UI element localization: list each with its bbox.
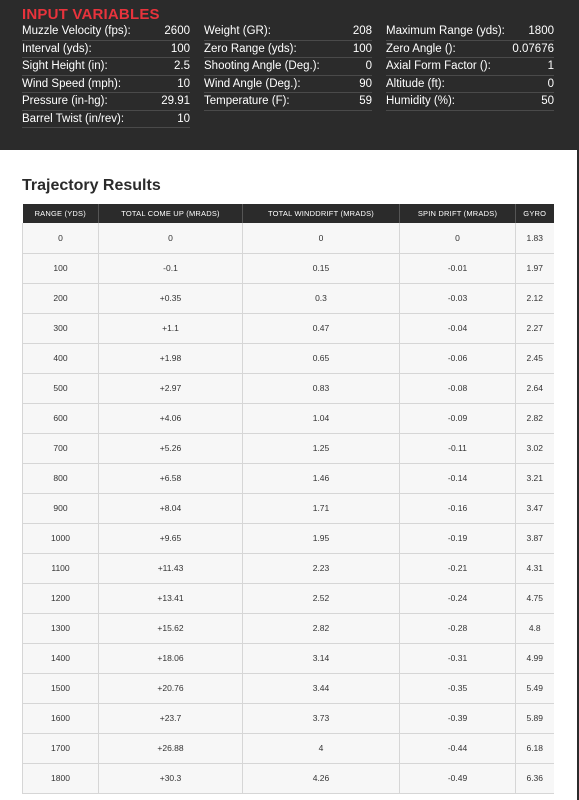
cell-range: 1300 xyxy=(23,613,99,643)
header-spin-drift: SPIN DRIFT (MRADS) xyxy=(400,204,516,223)
cell-total-come-up: -0.1 xyxy=(99,253,243,283)
table-row xyxy=(23,403,554,433)
input-row xyxy=(22,111,190,129)
table-row xyxy=(23,253,554,283)
cell-total-come-up: +18.06 xyxy=(99,643,243,673)
table-row xyxy=(23,673,554,703)
cell-spin-drift: -0.19 xyxy=(400,523,516,553)
input-label: Pressure (in-hg): xyxy=(22,95,108,108)
input-label: Humidity (%): xyxy=(386,95,456,108)
cell-gyro: 5.89 xyxy=(516,703,554,733)
input-row xyxy=(386,41,554,59)
cell-spin-drift: -0.11 xyxy=(400,433,516,463)
input-label: Axial Form Factor (): xyxy=(386,60,491,73)
cell-total-come-up: +20.76 xyxy=(99,673,243,703)
cell-gyro: 6.36 xyxy=(516,763,554,793)
cell-spin-drift: -0.04 xyxy=(400,313,516,343)
cell-gyro: 2.45 xyxy=(516,343,554,373)
input-variables-title: INPUT VARIABLES xyxy=(22,6,160,23)
cell-range: 1200 xyxy=(23,583,99,613)
cell-total-winddrift: 0 xyxy=(243,223,400,253)
cell-total-winddrift: 0.65 xyxy=(243,343,400,373)
cell-total-winddrift: 0.3 xyxy=(243,283,400,313)
table-row xyxy=(23,703,554,733)
cell-spin-drift: -0.44 xyxy=(400,733,516,763)
cell-gyro: 3.21 xyxy=(516,463,554,493)
cell-spin-drift: -0.01 xyxy=(400,253,516,283)
input-value: 0.07676 xyxy=(512,42,554,55)
cell-total-winddrift: 3.44 xyxy=(243,673,400,703)
input-value: 100 xyxy=(352,42,372,55)
cell-spin-drift: -0.21 xyxy=(400,553,516,583)
table-row xyxy=(23,493,554,523)
cell-total-come-up: +1.1 xyxy=(99,313,243,343)
table-row xyxy=(23,643,554,673)
table-body xyxy=(23,223,554,793)
cell-spin-drift: -0.39 xyxy=(400,703,516,733)
cell-gyro: 3.47 xyxy=(516,493,554,523)
input-value: 90 xyxy=(359,77,372,90)
cell-gyro: 5.49 xyxy=(516,673,554,703)
cell-total-winddrift: 1.04 xyxy=(243,403,400,433)
cell-total-come-up: +30.3 xyxy=(99,763,243,793)
input-label: Interval (yds): xyxy=(22,42,92,55)
cell-spin-drift: 0 xyxy=(400,223,516,253)
cell-spin-drift: -0.24 xyxy=(400,583,516,613)
cell-total-winddrift: 0.15 xyxy=(243,253,400,283)
cell-total-winddrift: 0.47 xyxy=(243,313,400,343)
input-value: 2.5 xyxy=(174,60,190,73)
cell-range: 1800 xyxy=(23,763,99,793)
input-variables-panel xyxy=(0,0,579,150)
table-header-row xyxy=(23,204,554,223)
cell-spin-drift: -0.03 xyxy=(400,283,516,313)
input-label: Sight Height (in): xyxy=(22,60,108,73)
cell-spin-drift: -0.31 xyxy=(400,643,516,673)
input-value: 1800 xyxy=(528,25,554,38)
cell-total-come-up: +0.35 xyxy=(99,283,243,313)
cell-total-winddrift: 1.71 xyxy=(243,493,400,523)
table-row xyxy=(23,733,554,763)
cell-total-winddrift: 1.95 xyxy=(243,523,400,553)
table-row xyxy=(23,283,554,313)
cell-total-come-up: +2.97 xyxy=(99,373,243,403)
cell-spin-drift: -0.14 xyxy=(400,463,516,493)
cell-gyro: 2.82 xyxy=(516,403,554,433)
input-label: Temperature (F): xyxy=(204,95,290,108)
input-row xyxy=(386,93,554,111)
cell-range: 700 xyxy=(23,433,99,463)
input-value: 0 xyxy=(547,77,554,90)
input-row xyxy=(204,58,372,76)
cell-spin-drift: -0.06 xyxy=(400,343,516,373)
cell-range: 200 xyxy=(23,283,99,313)
input-row xyxy=(204,76,372,94)
table-row xyxy=(23,373,554,403)
cell-gyro: 1.97 xyxy=(516,253,554,283)
input-row xyxy=(22,76,190,94)
cell-total-come-up: +11.43 xyxy=(99,553,243,583)
input-row xyxy=(386,76,554,94)
input-label: Shooting Angle (Deg.): xyxy=(204,60,320,73)
input-label: Wind Speed (mph): xyxy=(22,77,122,90)
input-value: 10 xyxy=(177,112,190,125)
cell-total-come-up: +23.7 xyxy=(99,703,243,733)
input-row xyxy=(22,23,190,41)
header-gyro: GYRO xyxy=(516,204,554,223)
cell-gyro: 4.99 xyxy=(516,643,554,673)
input-row xyxy=(22,58,190,76)
input-row xyxy=(204,41,372,59)
input-row xyxy=(204,93,372,111)
input-label: Zero Angle (): xyxy=(386,42,456,55)
table-row xyxy=(23,583,554,613)
cell-total-come-up: 0 xyxy=(99,223,243,253)
cell-total-come-up: +8.04 xyxy=(99,493,243,523)
input-row xyxy=(386,58,554,76)
input-label: Maximum Range (yds): xyxy=(386,25,505,38)
input-label: Barrel Twist (in/rev): xyxy=(22,112,125,125)
cell-total-come-up: +26.88 xyxy=(99,733,243,763)
cell-total-winddrift: 2.23 xyxy=(243,553,400,583)
cell-gyro: 4.75 xyxy=(516,583,554,613)
cell-gyro: 2.12 xyxy=(516,283,554,313)
cell-total-winddrift: 0.83 xyxy=(243,373,400,403)
cell-spin-drift: -0.28 xyxy=(400,613,516,643)
table-row xyxy=(23,553,554,583)
cell-range: 1000 xyxy=(23,523,99,553)
cell-range: 1600 xyxy=(23,703,99,733)
cell-total-come-up: +5.26 xyxy=(99,433,243,463)
table-row xyxy=(23,613,554,643)
cell-range: 800 xyxy=(23,463,99,493)
cell-range: 600 xyxy=(23,403,99,433)
cell-total-winddrift: 3.14 xyxy=(243,643,400,673)
header-total-come-up: TOTAL COME UP (MRADS) xyxy=(99,204,243,223)
cell-range: 100 xyxy=(23,253,99,283)
input-row xyxy=(22,41,190,59)
cell-spin-drift: -0.09 xyxy=(400,403,516,433)
input-label: Muzzle Velocity (fps): xyxy=(22,25,131,38)
cell-gyro: 6.18 xyxy=(516,733,554,763)
input-label: Weight (GR): xyxy=(204,25,271,38)
cell-spin-drift: -0.49 xyxy=(400,763,516,793)
input-value: 50 xyxy=(541,95,554,108)
header-total-winddrift: TOTAL WINDDRIFT (MRADS) xyxy=(243,204,400,223)
cell-total-winddrift: 1.25 xyxy=(243,433,400,463)
table-row xyxy=(23,433,554,463)
cell-total-winddrift: 4 xyxy=(243,733,400,763)
input-value: 29.91 xyxy=(161,95,190,108)
cell-total-come-up: +13.41 xyxy=(99,583,243,613)
cell-total-winddrift: 2.82 xyxy=(243,613,400,643)
cell-gyro: 3.02 xyxy=(516,433,554,463)
cell-total-winddrift: 1.46 xyxy=(243,463,400,493)
cell-range: 1500 xyxy=(23,673,99,703)
table-row xyxy=(23,343,554,373)
cell-gyro: 4.31 xyxy=(516,553,554,583)
cell-range: 500 xyxy=(23,373,99,403)
cell-spin-drift: -0.35 xyxy=(400,673,516,703)
cell-gyro: 1.83 xyxy=(516,223,554,253)
input-value: 59 xyxy=(359,95,372,108)
table-row xyxy=(23,763,554,793)
input-column-2 xyxy=(204,23,372,111)
cell-total-winddrift: 2.52 xyxy=(243,583,400,613)
cell-total-come-up: +4.06 xyxy=(99,403,243,433)
cell-range: 0 xyxy=(23,223,99,253)
input-value: 1 xyxy=(547,60,554,73)
cell-range: 400 xyxy=(23,343,99,373)
input-value: 10 xyxy=(177,77,190,90)
input-value: 100 xyxy=(170,42,190,55)
input-value: 208 xyxy=(352,25,372,38)
table-row xyxy=(23,223,554,253)
cell-spin-drift: -0.08 xyxy=(400,373,516,403)
cell-total-winddrift: 3.73 xyxy=(243,703,400,733)
trajectory-results-table xyxy=(22,204,554,794)
cell-gyro: 2.64 xyxy=(516,373,554,403)
table-row xyxy=(23,463,554,493)
cell-total-come-up: +15.62 xyxy=(99,613,243,643)
table-row xyxy=(23,313,554,343)
cell-range: 1100 xyxy=(23,553,99,583)
header-range: RANGE (YDS) xyxy=(23,204,99,223)
input-value: 2600 xyxy=(164,25,190,38)
input-row xyxy=(22,93,190,111)
input-label: Wind Angle (Deg.): xyxy=(204,77,301,90)
cell-range: 1400 xyxy=(23,643,99,673)
cell-range: 900 xyxy=(23,493,99,523)
cell-total-come-up: +9.65 xyxy=(99,523,243,553)
input-column-3 xyxy=(386,23,554,111)
table-row xyxy=(23,523,554,553)
cell-total-come-up: +1.98 xyxy=(99,343,243,373)
cell-spin-drift: -0.16 xyxy=(400,493,516,523)
cell-total-come-up: +6.58 xyxy=(99,463,243,493)
cell-gyro: 3.87 xyxy=(516,523,554,553)
cell-gyro: 4.8 xyxy=(516,613,554,643)
input-label: Altitude (ft): xyxy=(386,77,445,90)
input-row xyxy=(386,23,554,41)
cell-gyro: 2.27 xyxy=(516,313,554,343)
cell-range: 1700 xyxy=(23,733,99,763)
cell-range: 300 xyxy=(23,313,99,343)
trajectory-results-title: Trajectory Results xyxy=(22,177,161,194)
input-row xyxy=(204,23,372,41)
cell-total-winddrift: 4.26 xyxy=(243,763,400,793)
input-value: 0 xyxy=(365,60,372,73)
input-column-1 xyxy=(22,23,190,128)
input-label: Zero Range (yds): xyxy=(204,42,297,55)
